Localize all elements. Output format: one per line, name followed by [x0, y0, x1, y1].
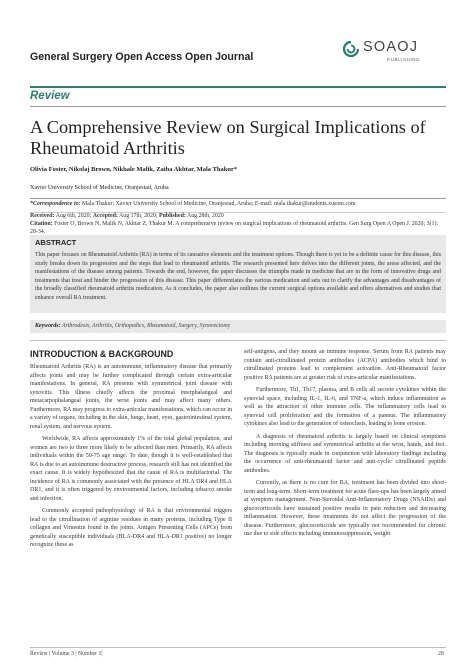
correspondence-label: *Correspondence to: — [30, 201, 81, 207]
body-divider — [30, 340, 446, 341]
correspondence-line — [30, 200, 446, 210]
intro-paragraph: self-antigens, and they mount an immune response. Serum from RA patients may contain anti-citrullinated protein antibodies (ACPA) antibodies which bind to citrullinated proteins lead to complement activation. Anti-Rheumatoid factor positive RA patients are at greater risk of extra-articular manifestations. — [244, 349, 446, 381]
meta-divider-top — [30, 198, 446, 199]
article-title: A Comprehensive Review on Surgical Implications of Rheumatoid Arthritis — [30, 117, 426, 158]
footer-divider — [30, 647, 446, 648]
intro-paragraph: A diagnosis of rheumatoid arthritis is largely based on clinical symptoms including morning stiffness and symmetrical arthritis at the wrist, hands, and feet. The diagnosis is typically made in conjunction with laboratory findings including the occurrence of anti-rheumatoid factor and anti-cyclic citrullinated peptide antibodies. — [244, 433, 446, 474]
section-divider — [30, 106, 446, 107]
intro-paragraph: Worldwide, RA affects approximately 1% of the total global population, and women are two to three more likely to be affected than men. Primarily, RA affects individuals within the 50-75 age range. To date, though it is well-established that RA is due to an autoimmune destructive process, research still has not identified the exact cause. It is widely hypothesized that the cause of RA is multifactorial. The incidence of RA is commonly associated with the presence of HLA DR4 and HLA DR1, and it is often triggered by environmental factors, including tobacco smoke and infection. — [30, 436, 232, 502]
left-column — [30, 363, 232, 554]
keywords-box — [30, 320, 446, 333]
intro-paragraph: Furthermore, Th1, Th17, plasma, and B cells all secrete cytokines within the synovial space, including IL-1, IL-6, and TNF-a, which induce inflammation as well as the attraction of other immune cells. The inflammatory cells lead to synovial cell proliferation and the formation of a pannus. The inflammatory cytokines also lead to the generation of osteoclasts, leading to bone erosion. — [244, 387, 446, 427]
journal-logo — [343, 36, 447, 66]
keywords-list: Arthrodesis, Arthritis, Orthopedics, Rheumatoid, Surgery, Synovectomy — [60, 323, 231, 329]
citation-line — [30, 220, 446, 236]
keywords-label: Keywords: — [35, 323, 61, 329]
accepted-date: Aug 17th, 2020; — [117, 213, 159, 219]
page-number: 28 — [438, 651, 444, 657]
published-date: Aug 28th, 2020 — [185, 213, 224, 219]
article-type-label: Review — [30, 90, 70, 102]
citation-label: Citation: — [30, 221, 53, 227]
intro-paragraph: Commonly accepted pathophysiology of RA is that environmental triggers lead to the citrullination of arginine residues in many proteins, including Type II collagen and Vimentin found in the joints. Antigen Presenting Cells (APCs) from genetically susceptible individuals (HLA-DR4 and HLA-DR1 positive) no longer recognize these as — [30, 508, 232, 548]
accepted-label: Accepted: — [92, 213, 118, 219]
right-column — [244, 348, 446, 543]
logo-subtitle: PUBLISHING — [387, 57, 421, 62]
footer-issue-info: Review | Volume 3 | Number 1| — [30, 651, 103, 657]
intro-heading: INTRODUCTION & BACKGROUND — [30, 349, 174, 359]
received-label: Received: — [30, 213, 55, 219]
citation-text: Foster O, Brown N, Malik N, Akhtar Z, Thakur M. A comprehensive review on surgical implications of rheumatoid arthritis. Gen Surg Open A Open J. 2020; 3(1): 28-34. — [30, 221, 439, 235]
abstract-heading: ABSTRACT — [35, 238, 77, 247]
author-affiliation: Xavier University School of Medicine, Oranjestad, Aruba — [30, 185, 169, 191]
journal-name: General Surgery Open Access Open Journal — [30, 51, 254, 63]
intro-paragraph: Rheumatoid Arthritis (RA) is an autoimmune, inflammatory disease that primarily affects joints and may be further complicated through certain extra-articular manifestations. In general, RA presents with symmetrical joint disease with synovitis. This illness chiefly affects the proximal interphalangeal and metacarpophalangeal joints, the wrist joints and may affect many others. Furthermore, RA may progress to extra-articular manifestations, which can occur in a variety of organs, including in the skin, lungs, heart, eyes, gastrointestinal system, renal system, and nervous system. — [30, 364, 232, 430]
abstract-box — [30, 235, 446, 313]
soaoj-emblem-icon — [343, 41, 359, 57]
received-date: Aug 6th, 2020; — [54, 213, 93, 219]
header-divider — [30, 86, 446, 88]
logo-wordmark: SOAOJ — [363, 39, 419, 55]
intro-paragraph: Currently, as there is no cure for RA, treatment has been divided into short-term and long-term. Short-term treatment for acute flare-ups has been largely aimed at symptom management. Non-Steroidal Anti-Inflammatory Drugs (NSAIDs) and glucocorticoids have sustained positive results in pain reduction and decreasing inflammation. However, these treatments do not affect the progression of the disease. Furthermore, glucocorticoids are typically not recommended for chronic use due to side effects including immunosuppression, weight — [244, 480, 446, 537]
abstract-text: This paper focuses on Rheumatoid Arthritis (RA) in terms of its causative elements and the treatment options. Though there is yet to be a definite cause for this disease, this study breaks down its progression and the steps that lead to rheumatoid arthritis. The research presented here delves into the different joints, the areas affected, and the manifestations of the disease among patients. Towards the end, however, the paper discusses the triumphs made in medicine that are in the form of innovative drugs and treatments that treat and hinder the progression of this disease. This paper differentiates the various medication and sets out to clarify the advantages and disadvantages of the broadly classified rheumatoid arthritis medication. As it concludes, the paper also outlines the current surgical options available and offers alternatives and studies that enhance overall RA treatment. — [35, 252, 441, 301]
correspondence-text: Mala Thakur; Xavier University School of Medicine, Oranjestad, Aruba; E-mail: mala.thakur@students.xusom.com — [80, 201, 356, 207]
author-list: Olivia Foster, Nikolaj Brown, Nikhale Malik, Zaiba Akhtar, Mala Thakur* — [30, 166, 238, 173]
published-label: Published: — [158, 213, 186, 219]
